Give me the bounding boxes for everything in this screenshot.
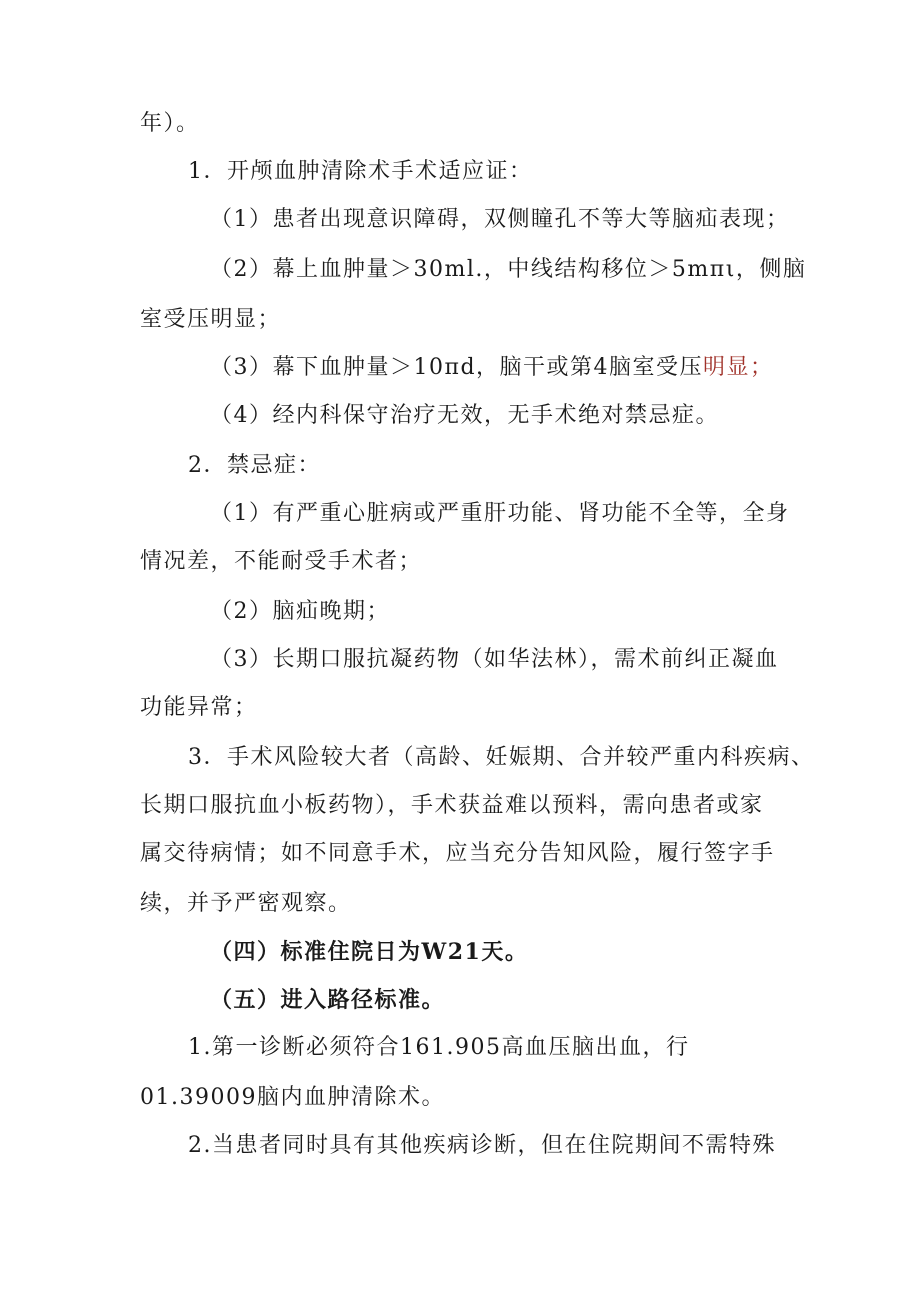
indication-item-2-continued: 室受压明显； (140, 307, 282, 332)
heading-craniotomy-indications: 1．开颅血肿清除术手术适应证： (188, 159, 533, 184)
contraindication-item-1-continued: 情况差，不能耐受手术者； (140, 549, 423, 574)
indication-item-4: （4）经内科保守治疗无效，无手术绝对禁忌症。 (210, 403, 719, 428)
heading-contraindications: 2．禁忌症： (188, 453, 321, 478)
contraindication-item-2: （2）脑疝晚期； (210, 599, 390, 624)
text-line-year-end: 年）。 (140, 111, 200, 136)
entry-criterion-2: 2.当患者同时具有其他疾病诊断，但在住院期间不需特殊 (188, 1133, 776, 1158)
contraindication-item-3-continued: 功能异常； (140, 695, 258, 720)
high-risk-paragraph-line-4: 续，并予严密观察。 (140, 891, 352, 916)
section-heading-length-of-stay: （四）标准住院日为W21天。 (210, 939, 529, 965)
indication-item-3-highlight: 明显； (703, 355, 774, 380)
contraindication-item-3: （3）长期口服抗凝药物（如华法林），需术前纠正凝血 (210, 647, 779, 672)
section-heading-pathway-entry: （五）进入路径标准。 (210, 987, 446, 1013)
high-risk-paragraph-line-1: 3．手术风险较大者（高龄、妊娠期、合并较严重内科疾病、 (188, 745, 815, 770)
indication-item-3 (210, 354, 774, 382)
high-risk-paragraph-line-2: 长期口服抗血小板药物），手术获益难以预料，需向患者或家 (140, 793, 764, 818)
contraindication-item-1: （1）有严重心脏病或严重肝功能、肾功能不全等，全身 (210, 501, 790, 526)
indication-item-1: （1）患者出现意识障碍，双侧瞳孔不等大等脑疝表现； (210, 207, 790, 232)
entry-criterion-1: 1.第一诊断必须符合161.905高血压脑出血，行 (188, 1035, 690, 1060)
indication-item-2: （2）幕上血肿量＞30ml.，中线结构移位＞5mπι，侧脑 (210, 257, 807, 282)
indication-item-3-text: （3）幕下血肿量＞10πd，脑干或第4脑室受压 (210, 355, 704, 380)
entry-criterion-1-continued: 01.39009脑内血肿清除术。 (140, 1085, 445, 1110)
high-risk-paragraph-line-3: 属交待病情；如不同意手术，应当充分告知风险，履行签字手 (140, 841, 775, 866)
